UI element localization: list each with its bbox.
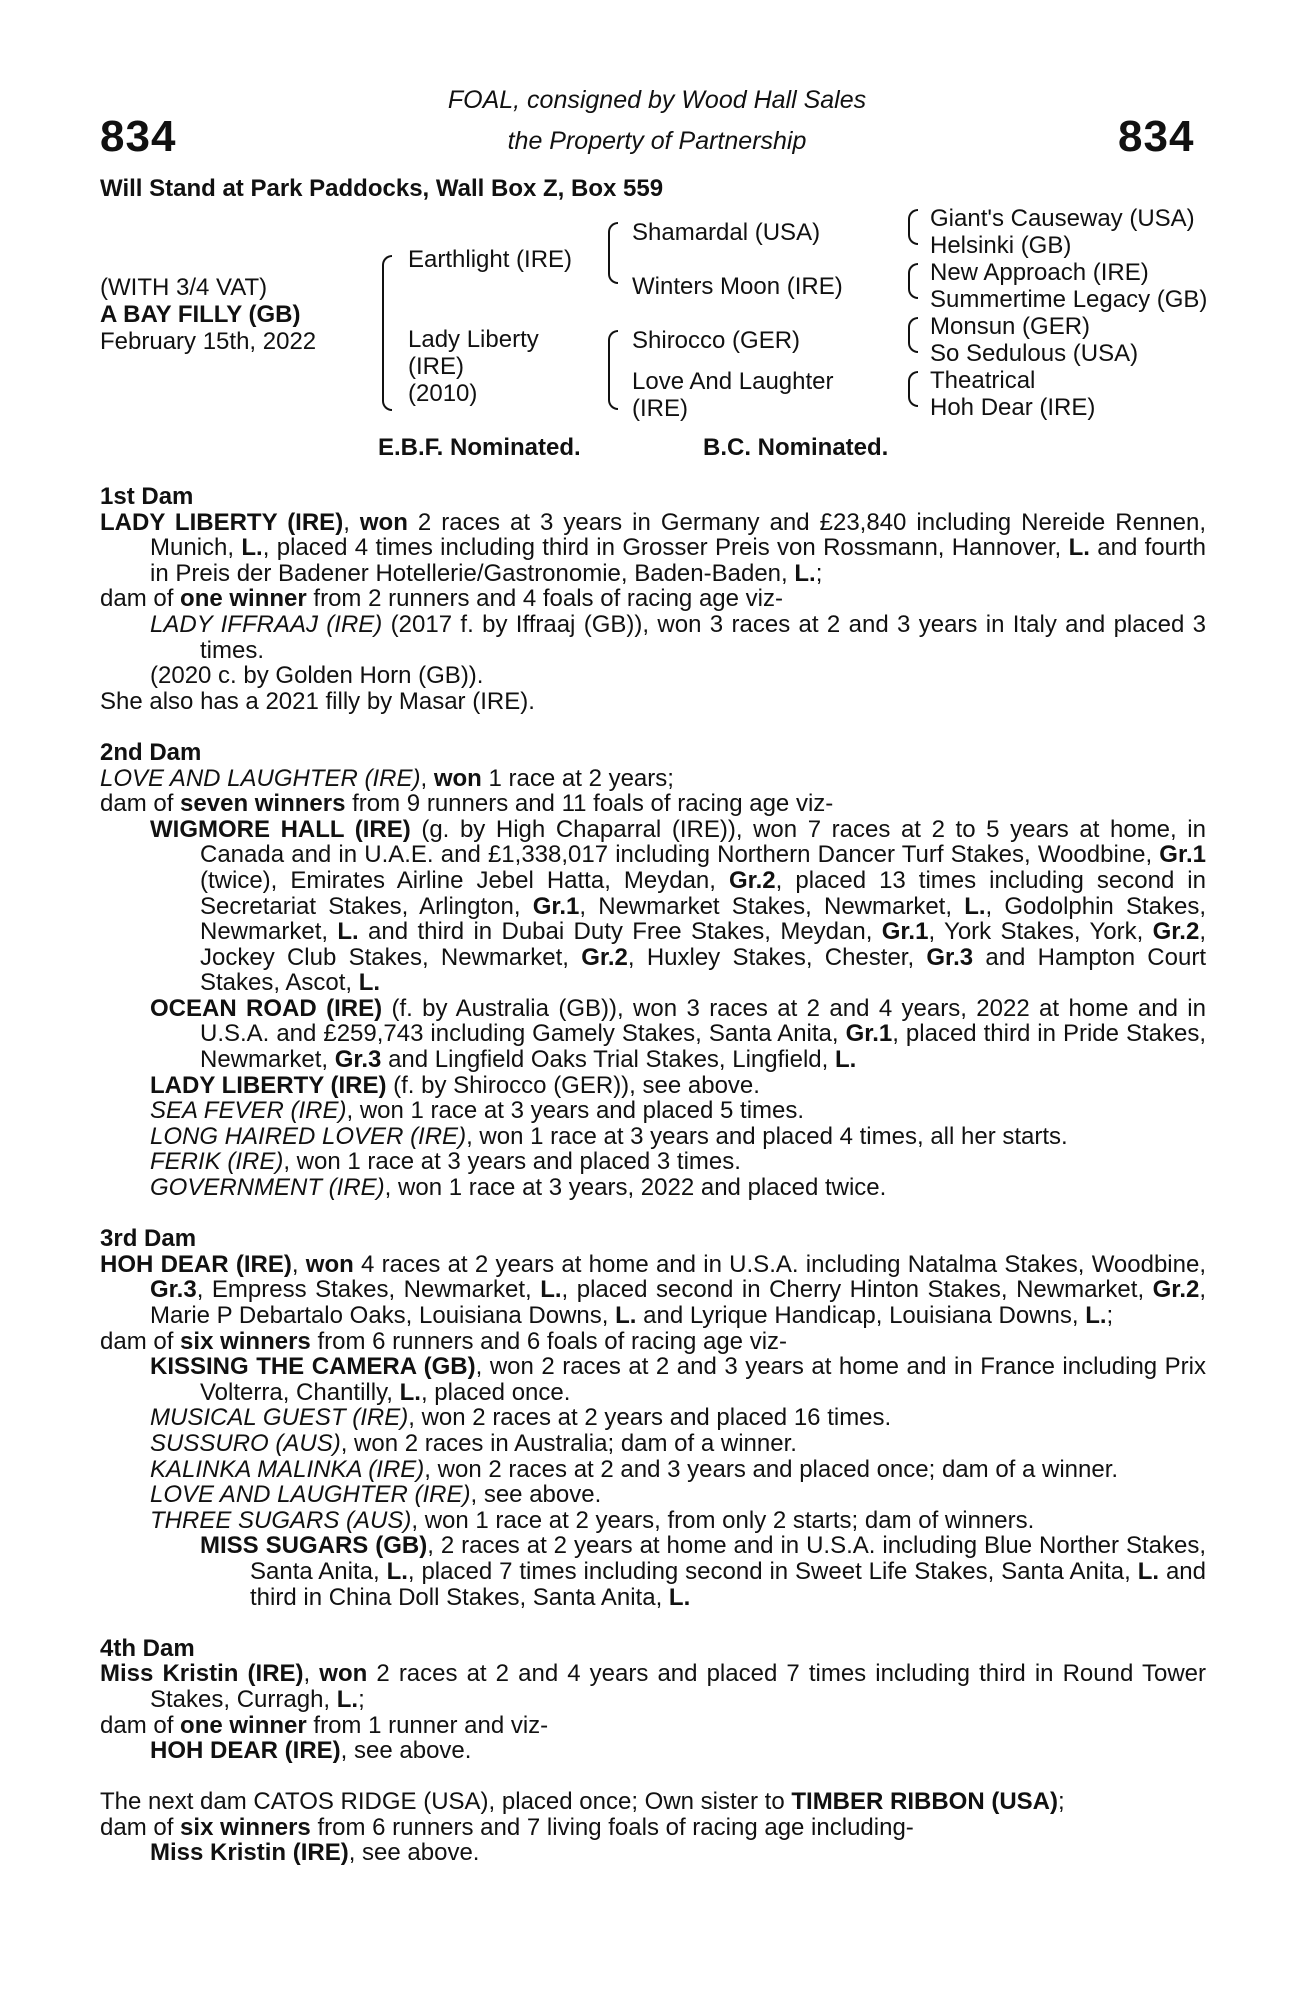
dam-entry: LOVE AND LAUGHTER (IRE), won 1 race at 2 years; <box>100 764 674 792</box>
lot-number: 834 <box>100 112 177 161</box>
dam-dam: (IRE) <box>632 395 688 422</box>
produce-entry: Miss Kristin (IRE), see above. <box>150 1839 480 1867</box>
section-heading: 3rd Dam <box>100 1225 197 1253</box>
ancestor: Summertime Legacy (GB) <box>930 286 1208 313</box>
ancestor: Monsun (GER) <box>930 313 1091 340</box>
vat-note: (WITH 3/4 VAT) <box>100 274 268 301</box>
pedigree-brace <box>908 263 918 299</box>
sire-dam: Winters Moon (IRE) <box>632 273 843 300</box>
ancestor: Giant's Causeway (USA) <box>930 205 1195 232</box>
pedigree-brace <box>608 330 618 410</box>
dam-dam: Love And Laughter <box>632 368 834 395</box>
section-heading: 4th Dam <box>100 1634 195 1662</box>
produce-entry: LOVE AND LAUGHTER (IRE), see above. <box>150 1481 602 1509</box>
produce-entry: MISS SUGARS (GB), 2 races at 2 years at home and in U.S.A. including Blue Norther Stakes, Santa Anita, L., placed 7 times including second in Sweet Life Stakes, Santa Anita, L. and third in China Doll Stakes, Santa Anita, L. <box>200 1532 1206 1611</box>
produce-entry: FERIK (IRE), won 1 race at 3 years and placed 3 times. <box>150 1148 741 1176</box>
ancestor: Helsinki (GB) <box>930 232 1072 259</box>
dam-entry: LADY LIBERTY (IRE), won 2 races at 3 years in Germany and £23,840 including Nereide Rennen, Munich, L., placed 4 times including third in Grosser Preis von Rossmann, Hannover, L. and fourth in Preis der Badener Hotellerie/Gastronomie, Baden-Baden, L.; <box>100 508 1207 587</box>
dam-sire: Shirocco (GER) <box>632 327 801 354</box>
produce-entry: LADY IFFRAAJ (IRE) (2017 f. by Iffraaj (GB)), won 3 races at 2 and 3 years in Italy and placed 3 times. <box>150 610 1206 664</box>
produce-entry: SEA FEVER (IRE), won 1 race at 3 years and placed 5 times. <box>150 1097 805 1125</box>
pedigree-brace <box>908 317 918 353</box>
sire-sire: Shamardal (USA) <box>632 219 821 246</box>
ancestor: Hoh Dear (IRE) <box>930 394 1096 421</box>
produce-entry: WIGMORE HALL (IRE) (g. by High Chaparral (IRE)), won 7 races at 2 to 5 years at home, in Canada and in U.A.E. and £1,338,017 including Northern Dancer Turf Stakes, Woodbine, Gr.1 (twice), Emirates Airline Jebel Hatta, Meydan, Gr.2, placed 13 times including second in Secretariat Stakes, Arlington, Gr.1, Newmarket Stakes, Newmarket, L., Godolphin Stakes, Newmarket, L. and third in Dubai Duty Free Stakes, Meydan, Gr.1, York Stakes, York, Gr.2, Jockey Club Stakes, Newmarket, Gr.2, Huxley Stakes, Chester, Gr.3 and Hampton Court Stakes, Ascot, L. <box>150 815 1206 997</box>
dam-name: Lady Liberty <box>408 326 539 353</box>
sire: Earthlight (IRE) <box>408 246 573 273</box>
produce-entry: HOH DEAR (IRE), see above. <box>150 1737 472 1765</box>
produce-entry: OCEAN ROAD (IRE) (f. by Australia (GB)), won 3 races at 2 and 4 years, 2022 at home and in U.S.A. and £259,743 including Gamely Stakes, Santa Anita, Gr.1, placed third in Pride Stakes, Newmarket, Gr.3 and Lingfield Oaks Trial Stakes, Lingfield, L. <box>150 994 1206 1074</box>
produce-entry: KALINKA MALINKA (IRE), won 2 races at 2 and 3 years and placed once; dam of a winner. <box>150 1455 1119 1483</box>
consign-line: FOAL, consigned by Wood Hall Sales <box>447 86 867 114</box>
ancestor: So Sedulous (USA) <box>930 340 1139 367</box>
next-dam-entry: The next dam CATOS RIDGE (USA), placed once; Own sister to TIMBER RIBBON (USA); <box>100 1788 1065 1816</box>
dam-year: (2010) <box>408 380 478 407</box>
section-heading: 1st Dam <box>100 483 194 510</box>
produce-summary: dam of one winner from 2 runners and 4 foals of racing age viz- <box>100 585 783 613</box>
produce-entry: MUSICAL GUEST (IRE), won 2 races at 2 years and placed 16 times. <box>150 1404 892 1432</box>
produce-entry: LADY LIBERTY (IRE) (f. by Shirocco (GER)), see above. <box>150 1071 760 1099</box>
property-line: the Property of Partnership <box>507 127 807 155</box>
dam-entry: HOH DEAR (IRE), won 4 races at 2 years at home and in U.S.A. including Natalma Stakes, Woodbine, Gr.3, Empress Stakes, Newmarket, L., placed second in Cherry Hinton Stakes, Newmarket, Gr.2, Marie P Debartalo Oaks, Louisiana Downs, L. and Lyrique Handicap, Louisiana Downs, L.; <box>100 1250 1207 1329</box>
stand-location: Will Stand at Park Paddocks, Wall Box Z, Box 559 <box>100 175 664 202</box>
produce-summary: dam of one winner from 1 runner and viz- <box>100 1711 549 1739</box>
produce-entry: (2020 c. by Golden Horn (GB)). <box>150 662 484 690</box>
catalogue-body <box>100 484 1206 1866</box>
pedigree-brace <box>908 371 918 407</box>
section-heading: 2nd Dam <box>100 738 202 766</box>
produce-summary: dam of six winners from 6 runners and 6 foals of racing age viz- <box>100 1327 788 1355</box>
produce-entry: LONG HAIRED LOVER (IRE), won 1 race at 3 years and placed 4 times, all her starts. <box>150 1122 1068 1150</box>
ancestor: New Approach (IRE) <box>930 259 1149 286</box>
dam-entry: Miss Kristin (IRE), won 2 races at 2 and 4 years and placed 7 times including third in Round Tower Stakes, Curragh, L.; <box>100 1660 1206 1713</box>
produce-entry: THREE SUGARS (AUS), won 1 race at 2 years, from only 2 starts; dam of winners. <box>150 1506 1035 1534</box>
foaling-date: February 15th, 2022 <box>100 328 317 355</box>
lot-subject: A BAY FILLY (GB) <box>100 301 301 328</box>
produce-entry: KISSING THE CAMERA (GB), won 2 races at 2 and 3 years at home and in France including Prix Volterra, Chantilly, L., placed once. <box>150 1353 1206 1406</box>
pedigree-brace <box>908 209 918 245</box>
pedigree-brace <box>382 255 392 411</box>
ebf-nominated: E.B.F. Nominated. <box>378 434 581 461</box>
ancestor: Theatrical <box>930 367 1036 394</box>
produce-entry: SUSSURO (AUS), won 2 races in Australia; dam of a winner. <box>150 1429 797 1457</box>
produce-summary: dam of six winners from 6 runners and 7 living foals of racing age including- <box>100 1813 914 1841</box>
dam-name: (IRE) <box>408 353 464 380</box>
produce-note: She also has a 2021 filly by Masar (IRE). <box>100 687 535 715</box>
pedigree-brace <box>608 222 618 284</box>
bc-nominated: B.C. Nominated. <box>703 434 889 461</box>
produce-summary: dam of seven winners from 9 runners and 11 foals of racing age viz- <box>100 790 834 818</box>
lot-number: 834 <box>1118 112 1195 161</box>
produce-entry: GOVERNMENT (IRE), won 1 race at 3 years, 2022 and placed twice. <box>150 1174 887 1202</box>
